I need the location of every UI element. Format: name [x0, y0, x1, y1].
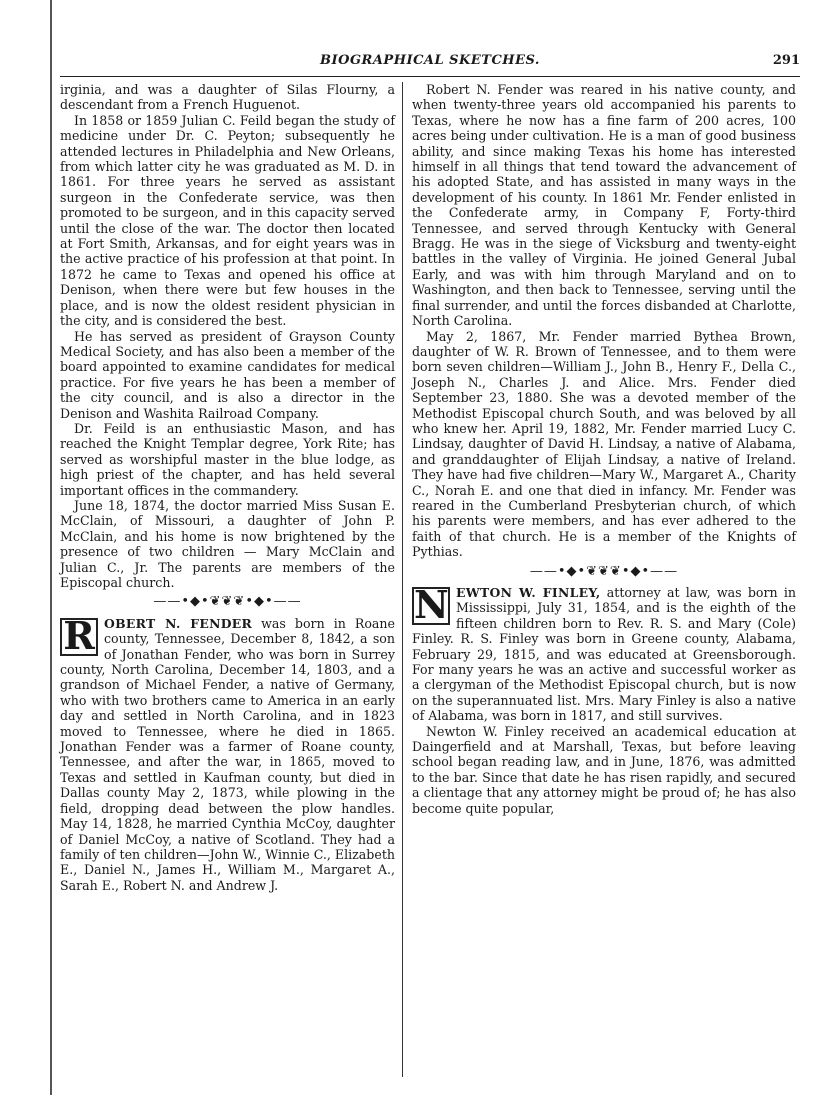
drop-cap: N [414, 582, 449, 627]
paragraph: In 1858 or 1859 Julian C. Feild began the study of medicine under Dr. C. Peyton; subsequently he attended lectures in Philadelphia and New Orleans, from which latter city he was graduated as M. D. in 1861. For three years he served as assistant surgeon in the Confederate service, was then promoted to be surgeon, and in this capacity served until the close of the war. The doctor then located at Fort Smith, Arkansas, and for eight years was in the active practice of his profession at that point. In 1872 he came to Texas and opened his office at Denison, when there were but few houses in the place, and is now the oldest resident physician in the city, and is considered the best. [60, 112, 395, 329]
section-ornament: ——•◆•❦❦❦•◆•—— [153, 594, 302, 610]
paragraph: June 18, 1874, the doctor married Miss Susan E. McClain, of Missouri, a daughter of John P. McClain, and his home is now brightened by the presence of two children — Mary McClain and Julian C., Jr. The parents are members of the Episcopal church. [60, 497, 395, 590]
biography-name: EWTON W. FINLEY, [456, 585, 601, 600]
paragraph: attorney at law, was born in Mississippi, July 31, 1854, and is the eighth of the fifteen children born to Rev. R. S. and Mary (Cole) Finley. R. S. Finley was born in Greene county, Alabama, February 29, 1815, and was educated at Greensborough. For many years he was an active and successful worker as a clergyman of the Methodist Episcopal church, but is now on the superannuated list. Mrs. Mary Finley is also a native of Alabama, was born in 1817, and still survives. [412, 585, 796, 724]
paragraph: He has served as president of Grayson County Medical Society, and has also been a member of the board appointed to examine candidates for medical practice. For five years he has been a member of the city council, and is also a director in the Denison and Washita Railroad Company. [60, 328, 395, 421]
page-number: 291 [772, 53, 800, 68]
biography-opening [412, 582, 796, 724]
section-ornament: ——•◆•❦❦❦•◆•—— [529, 563, 679, 579]
drop-cap: R [60, 618, 98, 656]
paragraph: irginia, and was a daughter of Silas Flourny, a descendant from a French Huguenot. [60, 82, 395, 113]
header-rule [60, 76, 800, 77]
biography-name: OBERT N. FENDER [104, 615, 253, 631]
paragraph: Robert N. Fender was reared in his native county, and when twenty-three years old accompanied his parents to Texas, where he now has a fine farm of 200 acres, 100 acres being under cultivation. He is a man of good business ability, and since making Texas his home has interested himself in all things that tend toward the advancement of his adopted State, and has assisted in many ways in the development of his county. In 1861 Mr. Fender enlisted in the Confederate army, in Company F, Forty-third Tennessee, and served through Kentucky with General Bragg. He was in the siege of Vicksburg and twenty-eight battles in the valley of Virginia. He joined General Jubal Early, and was with him through Maryland and on to Washington, and then back to Tennessee, serving until the final surrender, and until the forces disbanded at Charlotte, North Carolina. [412, 82, 796, 329]
right-column [412, 82, 796, 816]
paragraph: Newton W. Finley received an academical education at Daingerfield and at Marshall, Texas, but before leaving school began reading law, and in June, 1876, was admitted to the bar. Since that date he has risen rapidly, and secured a clientage that any attorney might be proud of; he has also become quite popular, [412, 723, 796, 816]
running-title: BIOGRAPHICAL SKETCHES. [320, 53, 540, 68]
paragraph: Dr. Feild is an enthusiastic Mason, and has reached the Knight Templar degree, York Rite; has served as worshipful master in the blue lodge, as high priest of the chapter, and has held several important offices in the commandery. [60, 420, 395, 498]
running-header [60, 53, 800, 71]
column-divider [402, 82, 403, 1077]
paragraph: May 2, 1867, Mr. Fender married Bythea Brown, daughter of W. R. Brown of Tennessee, and to them were born seven children—William J., John B., Henry F., Della C., Joseph N., Charles J. and Alice. Mrs. Fender died September 23, 1880. She was a devoted member of the Methodist Episcopal church South, and was beloved by all who knew her. April 19, 1882, Mr. Fender married Lucy C. Lindsay, daughter of David H. Lindsay, a native of Alabama, and granddaughter of Elijah Lindsay, a native of Ireland. They have had five children—Mary W., Margaret A., Charity C., Norah E. and one that died in infancy. Mr. Fender was reared in the Cumberland Presbyterian church, of which his parents were members, and has ever adhered to the faith of that church. He is a member of the Knights of Pythias. [412, 328, 796, 560]
biography-opening [60, 612, 395, 893]
page-binding-edge [50, 0, 52, 1095]
paragraph: was born in Roane county, Tennessee, December 8, 1842, a son of Jonathan Fender, who was born in Surrey county, North Carolina, December 14, 1803, and a grandson of Michael Fender, a native of Germany, who with two brothers came to America in an early day and settled in North Carolina, and in 1823 moved to Tennessee, where he died in 1865. Jonathan Fender was a farmer of Roane county, Tennessee, and after the war, in 1865, moved to Texas and settled in Kaufman county, but died in Dallas county May 2, 1873, while plowing in the field, dropping dead between the plow handles. May 14, 1828, he married Cynthia McCoy, daughter of Daniel McCoy, a native of Scotland. They had a family of ten children—John W., Winnie C., Elizabeth E., Daniel N., James H., William M., Margaret A., Sarah E., Robert N. and Andrew J. [60, 615, 395, 893]
left-column [60, 82, 395, 893]
